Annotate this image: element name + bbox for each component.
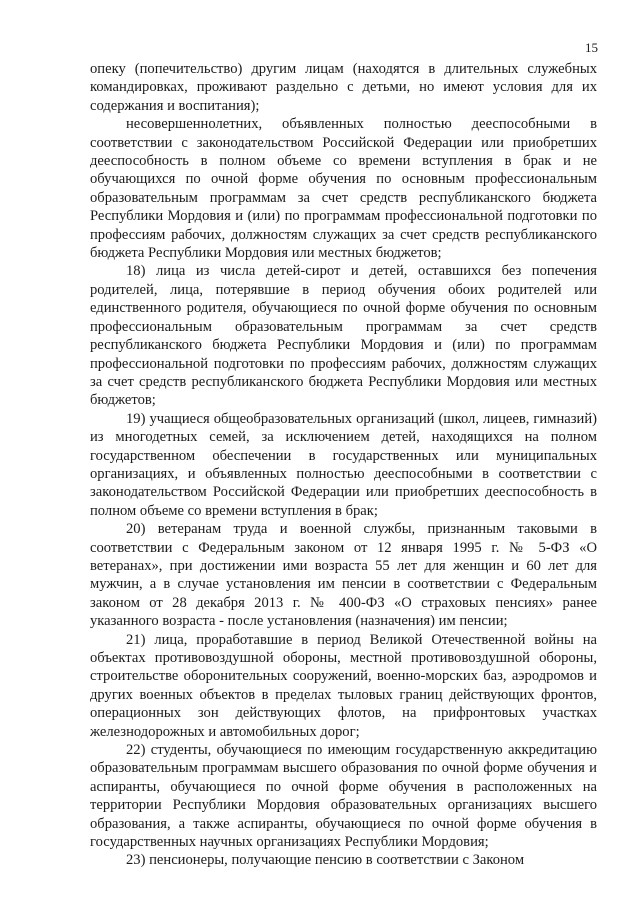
- paragraph-item-23: 23) пенсионеры, получающие пенсию в соответствии с Законом: [126, 852, 525, 869]
- paragraph-item-20: 20) ветеранам труда и военной службы, признанным таковыми в соответствии с Федеральным законом от 12 января 1995 г. № 5-ФЗ «О ветеранах», при достижении ими возраста 55 лет для женщин и 60 лет для мужчин, а в случае установления им пенсии в соответствии с Федеральным законом от 28 декабря 2013 г. № 400-ФЗ «О страховых пенсиях» ранее указанного возраста - после установления (назначения) им пенсии;: [90, 521, 597, 630]
- paragraph-minors: несовершеннолетних, объявленных полностью дееспособными в соответствии с законодательством Российской Федерации или приобретших дееспособность в полном объеме со времени вступления в брак и не обучающихся по очной форме обучения по основным профессиональным образовательным программам за счет средств республиканского бюджета Республики Мордовия и (или) по программам профессиональной подготовки по профессиям рабочих, должностям служащих за счет средств республиканского бюджета Республики Мордовия или местных бюджетов;: [90, 116, 597, 262]
- paragraph-item-22: 22) студенты, обучающиеся по имеющим государственную аккредитацию образовательным программам высшего образования по очной форме обучения и аспиранты, обучающиеся по очной форме обучения в расположенных на территории Республики Мордовия образовательных организациях высшего образования, а также аспиранты, обучающиеся по очной форме обучения в государственных научных организациях Республики Мордовия;: [90, 742, 597, 851]
- paragraph-continuation: опеку (попечительство) другим лицам (находятся в длительных служебных командировках, проживают раздельно с детьми, но имеют условия для их содержания и воспитания);: [90, 61, 597, 114]
- document-body: [90, 60, 597, 870]
- paragraph-item-18: 18) лица из числа детей-сирот и детей, оставшихся без попечения родителей, лица, потерявшие в период обучения обоих родителей или единственного родителя, обучающиеся по очной форме обучения по основным профессиональным образовательным программам за счет средств республиканского бюджета Республики Мордовия и (или) по программам профессиональной подготовки по профессиям рабочих, должностям служащих за счет средств республиканского бюджета Республики Мордовия или местных бюджетов;: [90, 263, 597, 409]
- paragraph-item-21: 21) лица, проработавшие в период Великой Отечественной войны на объектах противовоздушной обороны, местной противовоздушной обороны, строительстве оборонительных сооружений, военно-морских баз, аэродромов и других военных объектов в пределах тыловых границ действующих фронтов, операционных зон действующих флотов, на прифронтовых участках железнодорожных и автомобильных дорог;: [90, 631, 597, 740]
- paragraph-item-19: 19) учащиеся общеобразовательных организаций (школ, лицеев, гимназий) из многодетных семей, за исключением детей, находящихся на полном государственном обеспечении в государственных или муниципальных организациях, и объявленных полностью дееспособными в соответствии с законодательством Российской Федерации или приобретших дееспособность в полном объеме со времени вступления в брак;: [90, 410, 597, 519]
- page-number: 15: [585, 40, 598, 55]
